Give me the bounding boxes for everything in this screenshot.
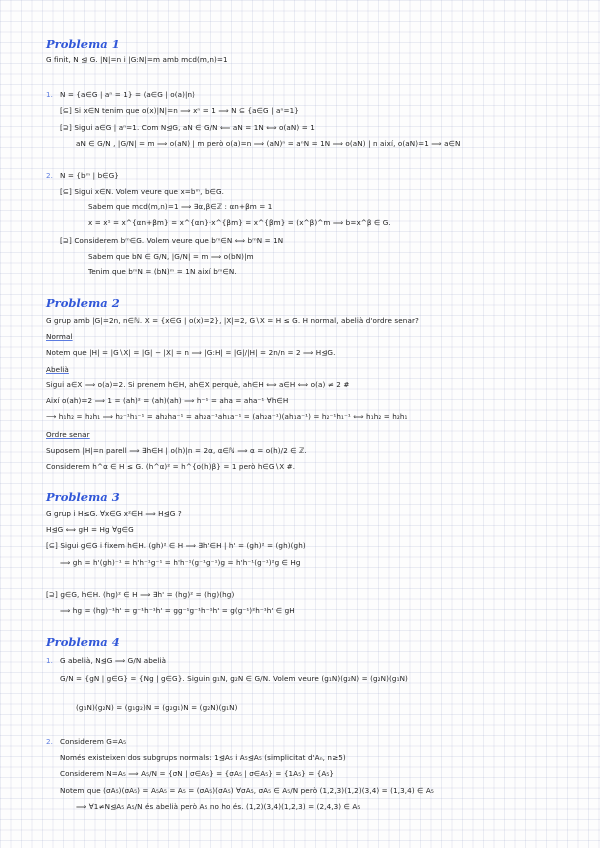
problem-2-statement: G grup amb |G|=2n, n∈ℕ. X = {x∈G | o(x)=2}, |X|=2, G∖X = H ≤ G. H normal, abelià d'ordre senar?: [46, 316, 419, 325]
p1-line-8: x = x¹ = x^{αn+βm} = x^{αn}·x^{βm} = x^{βm} = (x^β)^m ⟹ b=x^β ∈ G.: [88, 218, 391, 227]
p3-line-3: ⟹ gh = h'(gh)⁻¹ = h'h⁻¹g⁻¹ = h'h⁻¹(g⁻¹g⁻¹)g = h'h⁻¹(g⁻¹)²g ∈ Hg: [60, 558, 301, 567]
p2-line-5: Suposem |H|=n parell ⟹ ∃h∈H | o(h)|n = 2α, α∈ℕ ⟹ α = o(h)/2 ∈ ℤ.: [46, 446, 307, 455]
p3-line-4: [⊇] g∈G, h∈H. (hg)² ∈ H ⟹ ∃h' = (hg)² = (hg)(hg): [46, 590, 235, 599]
p3-line-1: H⊴G ⟺ gH = Hg ∀g∈G: [46, 525, 134, 534]
problem-2-title: Problema 2: [46, 296, 120, 310]
p4-line-4: Considerem G=A₅: [60, 737, 127, 746]
p1-line-7: Sabem que mcd(m,n)=1 ⟹ ∃α,β∈ℤ : αn+βm = 1: [88, 202, 273, 211]
p4-line-1: G abelià, N⊴G ⟹ G/N abelià: [60, 656, 167, 665]
p4-line-3: (g₁N)(g₂N) = (g₁g₂)N = (g₂g₁)N = (g₂N)(g₁N): [76, 703, 238, 712]
p3-line-2: [⊆] Sigui g∈G i fixem h∈H. (gh)² ∈ H ⟹ ∃h'∈H | h' = (gh)² = (gh)(gh): [46, 541, 306, 550]
p4-line-7: Notem que (σA₅)(σA₅) = A₅A₅ = A₅ = (σA₅)(σA₅) ∀σA₅, σA₅ ∈ A₅/N però (1,2,3)(1,2)(3,4) = (1,3,4) ∈ A₅: [60, 786, 434, 795]
p4-item-num-2: 2.: [46, 737, 54, 746]
p3-line-5: ⟹ hg = (hg)⁻¹h' = g⁻¹h⁻¹h' = gg⁻¹g⁻¹h⁻¹h' = g(g⁻¹)²h⁻¹h' ∈ gH: [60, 606, 295, 615]
p1-line-3: [⊇] Sigui a∈G | aⁿ=1. Com N⊴G, aN ∈ G/N ⟸ aN = 1N ⟺ o(aN) = 1: [60, 123, 315, 132]
p2-line-2: Sigui a∈X ⟹ o(a)=2. Si prenem h∈H, ah∈X perquè, ah∈H ⟺ a∈H ⟺ o(a) ≠ 2 #: [46, 380, 350, 389]
p4-line-2: G/N = {gN | g∈G} = {Ng | g∈G}. Siguin g₁N, g₂N ∈ G/N. Volem veure (g₁N)(g₂N) = (g₂N)(g₁N): [60, 674, 408, 683]
p2-heading-normal: Normal: [46, 332, 73, 341]
p1-line-6: [⊆] Sigui x∈N. Volem veure que x=bᵐ, b∈G.: [60, 187, 225, 196]
p4-item-num-1: 1.: [46, 656, 54, 665]
p2-line-4: ⟶ h₁h₂ = h₂h₁ ⟹ h₂⁻¹h₁⁻¹ = ah₂ha⁻¹ = ah₂a⁻¹ah₁a⁻¹ = (ah₂a⁻¹)(ah₁a⁻¹) = h₂⁻¹h₁⁻¹ ⟺ h₁h₂ = h₂h₁: [46, 412, 408, 421]
p1-line-9: [⊇] Considerem bᵐ∈G. Volem veure que bᵐ∈N ⟺ bᵐN = 1N: [60, 236, 284, 245]
p4-line-5: Només existeixen dos subgrups normals: 1⊴A₅ i A₅⊴A₅ (simplicitat d'Aₙ, n≥5): [60, 753, 346, 762]
problem-4-title: Problema 4: [46, 635, 120, 649]
problem-3-statement: G grup i H≤G. ∀x∈G x²∈H ⟹ H⊴G ?: [46, 509, 182, 518]
p2-line-3: Així o(ah)=2 ⟹ 1 = (ah)² = (ah)(ah) ⟹ h⁻¹ = aha = aha⁻¹ ∀h∈H: [46, 396, 289, 405]
p1-item-num-1: 1.: [46, 90, 54, 99]
p1-item-num-2: 2.: [46, 171, 54, 180]
p2-heading-abelian: Abelià: [46, 365, 69, 374]
p1-line-2: [⊆] Si x∈N tenim que o(x)|N|=n ⟹ xⁿ = 1 ⟹ N ⊆ {a∈G | aⁿ=1}: [60, 106, 299, 115]
problem-1-statement: G finit, N ⊴ G. |N|=n i |G:N|=m amb mcd(m,n)=1: [46, 55, 228, 64]
p2-heading-odd-order: Ordre senar: [46, 430, 90, 439]
p1-line-1: N = {a∈G | aⁿ = 1} = ⟨a∈G | o(a)|n⟩: [60, 90, 196, 99]
p2-line-6: Considerem h^α ∈ H ≤ G. (h^α)² = h^{o(h)β} = 1 però h∈G∖X #.: [46, 462, 296, 471]
p2-line-1: Notem que |H| = |G∖X| = |G| − |X| = n ⟹ |G:H| = |G|/|H| = 2n/n = 2 ⟹ H⊴G.: [46, 348, 336, 357]
p1-line-10: Sabem que bN ∈ G/N, |G/N| = m ⟹ o(bN)|m: [88, 252, 254, 261]
p4-line-6: Considerem N=A₅ ⟹ A₅/N = {σN | σ∈A₅} = {σA₅ | σ∈A₅} = {1A₅} = {A₅}: [60, 769, 335, 778]
problem-3-title: Problema 3: [46, 490, 120, 504]
p4-line-8: ⟹ ∀1≠N⊴A₅ A₅/N és abelià però A₅ no ho és. (1,2)(3,4)(1,2,3) = (2,4,3) ∈ A₅: [76, 802, 361, 811]
p1-line-11: Tenim que bᵐN = (bN)ᵐ = 1N així bᵐ∈N.: [88, 267, 237, 276]
problem-1-title: Problema 1: [46, 37, 120, 51]
p1-line-4: aN ∈ G/N , |G/N| = m ⟹ o(aN) | m però o(a)=n ⟹ (aN)ⁿ = aⁿN = 1N ⟹ o(aN) | n així, o(aN)=1 ⟹ a∈N: [76, 139, 461, 148]
p1-line-5: N = {bᵐ | b∈G}: [60, 171, 119, 180]
